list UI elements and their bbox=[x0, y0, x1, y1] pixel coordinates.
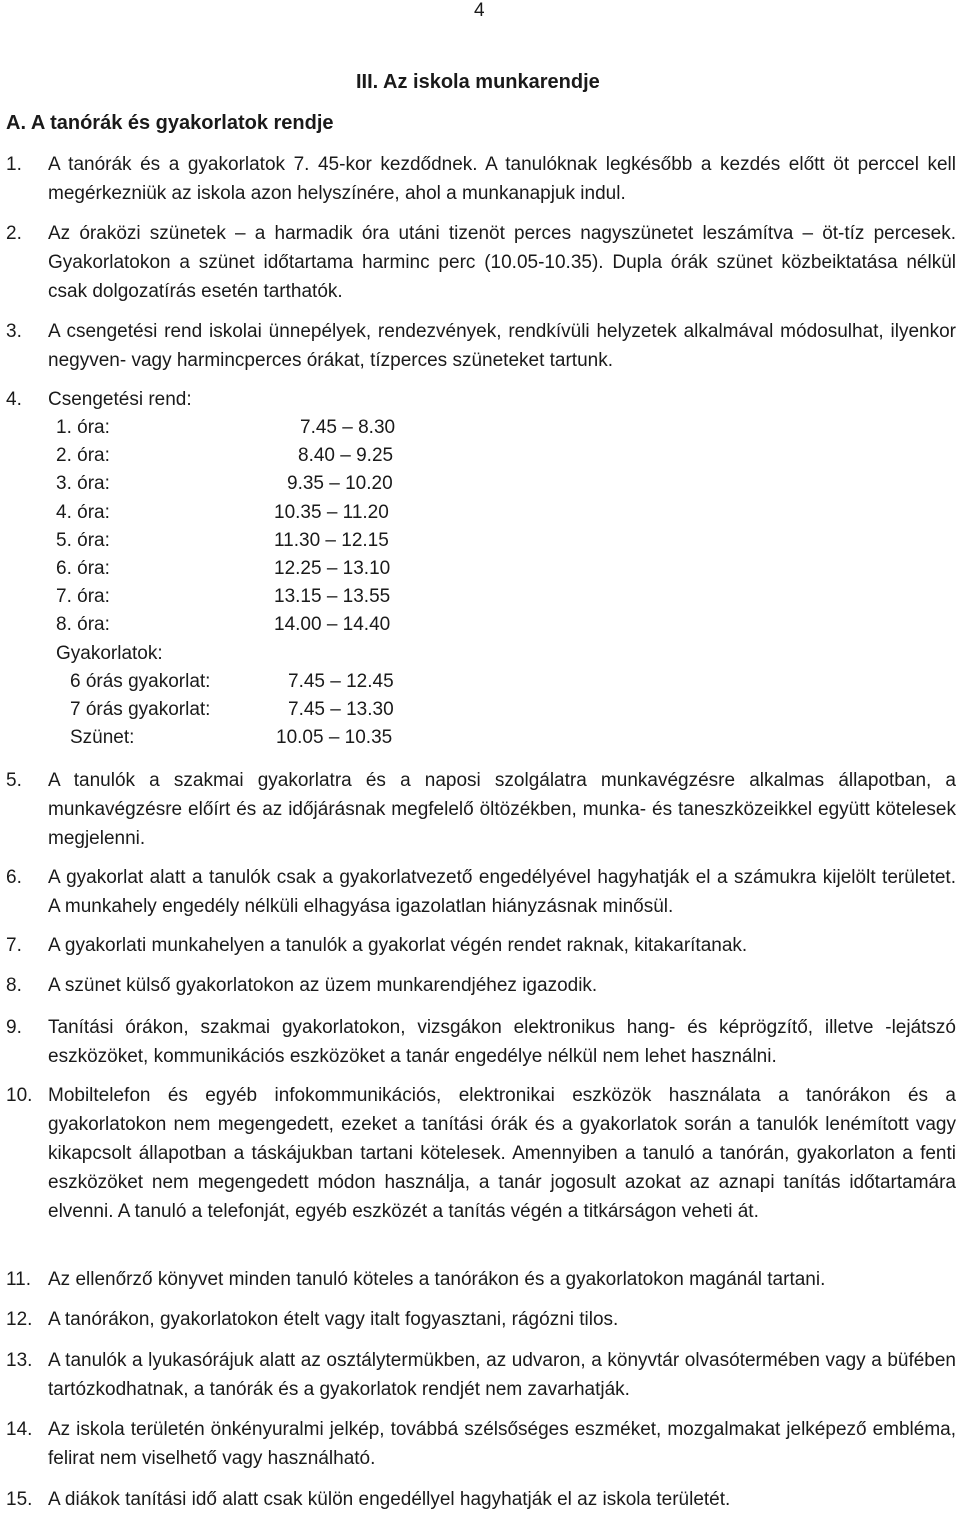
item-number: 4. bbox=[6, 389, 22, 410]
item-text: A tanulók a szakmai gyakorlatra és a naposi szolgálatra munkavégzésre alkalmas állapotban, a munkavégzésre előírt és az időjárásnak megfelelő öltözékben, munka- és taneszközeikkel együtt kötelesek megjelenni. bbox=[48, 770, 956, 849]
practice-time: 7.45 – 13.30 bbox=[288, 698, 394, 720]
lesson-time: 7.45 – 8.30 bbox=[300, 417, 396, 438]
practice-label: 7 órás gyakorlat: bbox=[70, 698, 211, 720]
item-number: 12. bbox=[6, 1309, 33, 1330]
rule-item-11 bbox=[6, 1265, 956, 1294]
item-text: A szünet külső gyakorlatokon az üzem munkarendjéhez igazodik. bbox=[48, 975, 598, 996]
schedule-row bbox=[56, 470, 490, 498]
item-text: A diákok tanítási idő alatt csak külön engedéllyel hagyhatják el az iskola területét. bbox=[48, 1489, 731, 1510]
lesson-label: 4. óra: bbox=[56, 501, 110, 523]
lesson-label: 3. óra: bbox=[56, 473, 110, 495]
item-number: 2. bbox=[6, 223, 22, 244]
section-title: III. Az iskola munkarendje bbox=[356, 71, 600, 93]
rule-item-10 bbox=[6, 1081, 956, 1226]
page-number: 4 bbox=[474, 0, 485, 21]
schedule-row bbox=[56, 696, 490, 724]
lesson-label: 7. óra: bbox=[56, 586, 110, 608]
item-text: A gyakorlati munkahelyen a tanulók a gyakorlat végén rendet raknak, kitakarítanak. bbox=[48, 935, 748, 956]
lesson-time: 11.30 – 12.15 bbox=[274, 529, 389, 551]
practice-label: Szünet: bbox=[70, 727, 135, 749]
rule-item-8 bbox=[6, 971, 956, 1000]
schedule-row bbox=[56, 583, 490, 611]
item-text: A csengetési rend iskolai ünnepélyek, rendezvények, rendkívüli helyzetek alkalmával módosulhat, ilyenkor negyven- vagy harmincperces órákat, tízperces szüneteket tartunk. bbox=[48, 321, 956, 371]
lesson-time: 14.00 – 14.40 bbox=[274, 614, 391, 636]
schedule-row bbox=[56, 668, 490, 696]
item-number: 10. bbox=[6, 1085, 33, 1106]
practice-heading: Gyakorlatok: bbox=[56, 642, 163, 664]
schedule-row bbox=[56, 499, 490, 527]
item-text: Csengetési rend: bbox=[48, 389, 192, 410]
schedule-row bbox=[56, 724, 490, 752]
rule-item-3 bbox=[6, 317, 956, 375]
item-number: 13. bbox=[6, 1350, 33, 1371]
item-number: 8. bbox=[6, 975, 22, 996]
item-number: 9. bbox=[6, 1017, 22, 1038]
item-number: 7. bbox=[6, 935, 22, 956]
lesson-time: 12.25 – 13.10 bbox=[274, 557, 391, 579]
item-text: A tanórákon, gyakorlatokon ételt vagy italt fogyasztani, rágózni tilos. bbox=[48, 1309, 619, 1330]
item-number: 5. bbox=[6, 770, 22, 791]
rule-item-2 bbox=[6, 219, 956, 306]
practice-label: 6 órás gyakorlat: bbox=[70, 670, 211, 692]
schedule-row bbox=[56, 442, 490, 470]
rule-item-9 bbox=[6, 1013, 956, 1071]
lesson-label: 1. óra: bbox=[56, 417, 110, 438]
lesson-time: 13.15 – 13.55 bbox=[274, 586, 391, 608]
rule-item-1 bbox=[6, 150, 956, 208]
lesson-label: 5. óra: bbox=[56, 529, 110, 551]
rule-item-13 bbox=[6, 1346, 956, 1404]
rule-item-6 bbox=[6, 863, 956, 921]
item-number: 14. bbox=[6, 1419, 33, 1440]
schedule-row bbox=[56, 414, 490, 442]
rule-item-14 bbox=[6, 1415, 956, 1473]
practice-time: 10.05 – 10.35 bbox=[276, 727, 393, 749]
rule-item-4 bbox=[6, 385, 956, 414]
item-text: Az ellenőrző könyvet minden tanuló köteles a tanórákon és a gyakorlatokon magánál tartani. bbox=[48, 1269, 826, 1290]
item-number: 15. bbox=[6, 1489, 33, 1510]
bell-schedule bbox=[56, 414, 490, 752]
lesson-time: 10.35 – 11.20 bbox=[274, 501, 389, 523]
subsection-title: A. A tanórák és gyakorlatok rendje bbox=[6, 112, 334, 134]
rule-item-12 bbox=[6, 1305, 956, 1334]
lesson-label: 6. óra: bbox=[56, 557, 110, 579]
rule-item-7 bbox=[6, 931, 956, 960]
item-number: 3. bbox=[6, 321, 22, 342]
schedule-row bbox=[56, 611, 490, 639]
item-text: A gyakorlat alatt a tanulók csak a gyakorlatvezető engedélyével hagyhatják el a számukra kijelölt területet. A munkahely engedély nélküli elhagyása igazolatlan hiányzásnak minősül. bbox=[48, 867, 956, 917]
item-number: 6. bbox=[6, 867, 22, 888]
item-number: 1. bbox=[6, 154, 22, 175]
item-text: Mobiltelefon és egyéb infokommunikációs, elektronikai eszközök használata a tanórákon és a gyakorlatokon nem megengedett, ezeket a tanítási órák és a gyakorlatok során a tanulók lenémított vagy kikapcsolt állapotban a táskájukban tartani kötelesek. Amennyiben a tanuló a tanórán, gyakorlaton a fenti eszközöket nem megengedett módon használja, a tanár jogosult azokat az aznapi tanítás időtartamára elvenni. A tanuló a telefonját, egyéb eszközét a tanítás végén a titkárságon veheti át. bbox=[48, 1085, 956, 1222]
lesson-time: 9.35 – 10.20 bbox=[287, 473, 393, 495]
lesson-time: 8.40 – 9.25 bbox=[298, 445, 394, 467]
lesson-label: 2. óra: bbox=[56, 445, 110, 467]
schedule-row bbox=[56, 555, 490, 583]
lesson-label: 8. óra: bbox=[56, 614, 110, 636]
schedule-row bbox=[56, 527, 490, 555]
item-text: A tanulók a lyukasórájuk alatt az osztálytermükben, az udvaron, a könyvtár olvasótermében vagy a büfében tartózkodhatnak, a tanórák és a gyakorlatok rendjét nem zavarhatják. bbox=[48, 1350, 956, 1400]
item-text: Tanítási órákon, szakmai gyakorlatokon, vizsgákon elektronikus hang- és képrögzítő, illetve -lejátszó eszközöket, kommunikációs eszközöket a tanár engedélye nélkül nem lehet használni. bbox=[48, 1017, 956, 1067]
item-text: Az óraközi szünetek – a harmadik óra utáni tizenöt perces nagyszünetet leszámítva – öt-tíz percesek. Gyakorlatokon a szünet időtartama harminc perc (10.05-10.35). Dupla órák szünet közbeiktatása nélkül csak dolgozatírás esetén tarthatók. bbox=[48, 223, 956, 302]
item-number: 11. bbox=[6, 1269, 32, 1290]
item-text: A tanórák és a gyakorlatok 7. 45-kor kezdődnek. A tanulóknak legkésőbb a kezdés előtt öt perccel kell megérkezniük az iskola azon helyszínére, ahol a munkanapjuk indul. bbox=[48, 154, 956, 204]
rule-item-5 bbox=[6, 766, 956, 853]
rule-item-15 bbox=[6, 1485, 956, 1514]
item-text: Az iskola területén önkényuralmi jelkép, továbbá szélsőséges eszméket, mozgalmakat jelképező embléma, felirat nem viselhető vagy használható. bbox=[48, 1419, 956, 1469]
practice-time: 7.45 – 12.45 bbox=[288, 670, 394, 692]
